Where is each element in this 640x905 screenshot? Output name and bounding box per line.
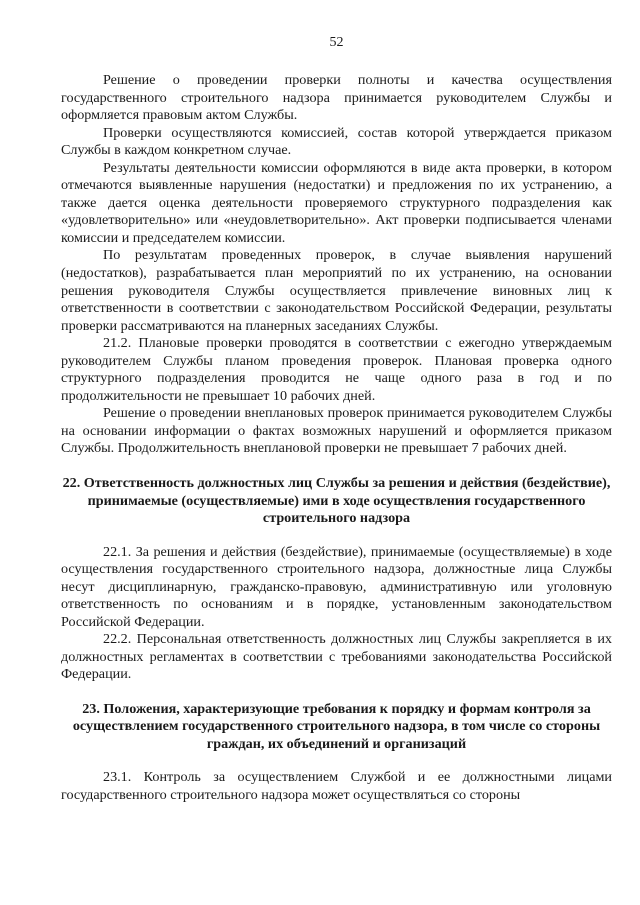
paragraph-check-results: Результаты деятельности комиссии оформляются в виде акта проверки, в котором отмечаются выявленные нарушения (недостатки) и предложения по их устранению, а также дается оценка деятельности проверяемого структурного подразделения как «удовлетворительно» или «неудовлетворительно». Акт проверки подписывается членами комиссии и председателем комиссии. bbox=[61, 159, 612, 246]
paragraph-unscheduled-checks: Решение о проведении внеплановых проверок принимается руководителем Службы на основании информации о фактах возможных нарушений и оформляется приказом Службы. Продолжительность внеплановой проверки не превышает 7 рабочих дней. bbox=[61, 405, 612, 457]
paragraph-22-2: 22.2. Персональная ответственность должностных лиц Службы закрепляется в их должностных регламентах в соответствии с требованиями законодательства Российской Федерации. bbox=[61, 631, 612, 683]
paragraph-remediation-plan: По результатам проведенных проверок, в случае выявления нарушений (недостатков), разрабатывается план мероприятий по их устранению, на основании решения руководителя Службы осуществляется привлечение виновных лиц к ответственности в соответствии с законодательством Российской Федерации, результаты проверки рассматриваются на планерных заседаниях Службы. bbox=[61, 247, 612, 334]
paragraph-22-1: 22.1. За решения и действия (бездействие), принимаемые (осуществляемые) в ходе осуществления государственного строительного надзора, должностные лица Службы несут дисциплинарную, гражданско-правовую, административную или уголовную ответственность по основаниям и в порядке, установленным законодательством Российской Федерации. bbox=[61, 543, 612, 630]
page-number: 52 bbox=[329, 35, 344, 50]
document-body bbox=[61, 72, 612, 805]
paragraph-commission: Проверки осуществляются комиссией, состав которой утверждается приказом Службы в каждом конкретном случае. bbox=[61, 124, 612, 159]
paragraph-21-2: 21.2. Плановые проверки проводятся в соответствии с ежегодно утверждаемым руководителем Службы планом проведения проверок. Плановая проверка одного структурного подразделения проводится не чаще одного раза в год и по продолжительности не превышает 10 рабочих дней. bbox=[61, 335, 612, 404]
paragraph-23-1: 23.1. Контроль за осуществлением Службой и ее должностными лицами государственного строительного надзора может осуществляться со стороны bbox=[61, 769, 612, 803]
paragraph-check-decision: Решение о проведении проверки полноты и качества осуществления государственного строительного надзора принимается руководителем Службы и оформляется правовым актом Службы. bbox=[61, 72, 612, 124]
section-heading-23: 23. Положения, характеризующие требования к порядку и формам контроля за осуществлением государственного строительного надзора, в том числе со стороны граждан, их объединений и организаций bbox=[72, 700, 601, 752]
section-heading-22: 22. Ответственность должностных лиц Службы за решения и действия (бездействие), принимаемые (осуществляемые) ими в ходе осуществления государственного строительного надзора bbox=[62, 475, 611, 527]
